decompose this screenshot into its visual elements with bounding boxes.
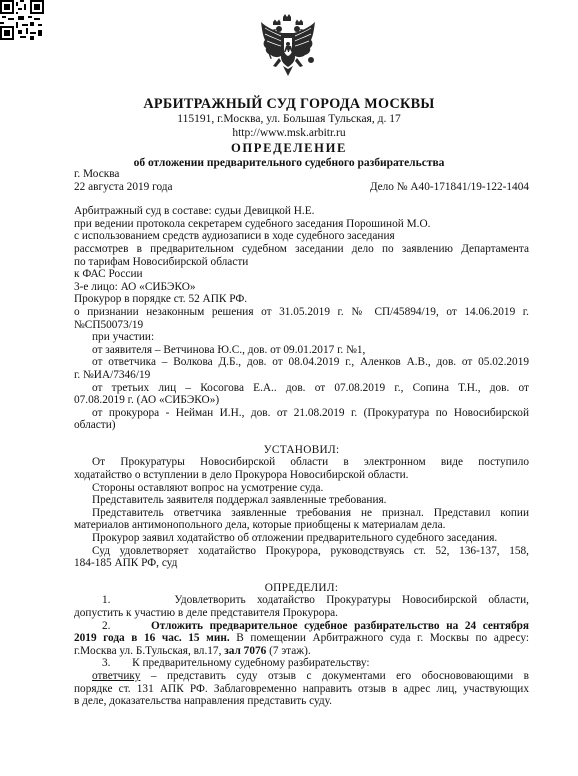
item-number: 3. <box>102 657 111 670</box>
decision-item-3 <box>74 657 529 670</box>
item-text: (7 этаж). <box>266 644 311 657</box>
document-type: ОПРЕДЕЛЕНИЕ <box>231 141 347 155</box>
qr-code-icon <box>0 0 44 40</box>
participant-defendant-cont: г. №ИА/7346/19 <box>74 368 151 381</box>
decision-item-1 <box>74 594 529 607</box>
decision-date: 22 августа 2019 года <box>74 180 173 193</box>
decision-item-3-cont: порядке ст. 131 АПК РФ. Заблаговременно направить отзыв в адрес лиц, участвующих <box>74 682 529 695</box>
court-header <box>0 96 578 170</box>
decision-item-3-cont: в деле, доказательства направления представить суду. <box>74 695 333 708</box>
item-number: 1. <box>102 594 111 607</box>
established-paragraph: Представитель заявителя поддержал заявленные требования. <box>92 494 387 507</box>
established-paragraph-cont: 184-185 АПК РФ, суд <box>74 557 178 570</box>
intro-line: рассмотрев в предварительном судебном заседании дело по заявлению Департамента <box>74 242 529 255</box>
case-number: Дело № А40-171841/19-122-1404 <box>369 180 529 193</box>
item-text: г.Москва ул. Б.Тульская, вл.17, <box>74 644 225 657</box>
decision-item-1-cont: допустить к участию в деле представителя Прокурора. <box>74 607 338 619</box>
item-text: К предварительному судебному разбирательству: <box>132 657 370 670</box>
date-case-row <box>74 181 529 194</box>
decision-item-2-cont <box>74 632 529 645</box>
intro-line: 3-е лицо: АО «СИБЭКО» <box>74 280 196 293</box>
established-paragraph: Стороны оставляют вопрос на усмотрение суда. <box>92 481 324 494</box>
established-paragraph-cont: материалов антимонопольного дела, которые приобщены к материалам дела. <box>74 519 446 532</box>
item-text: Удовлетворить ходатайство Прокуратуры Новосибирской области, <box>174 594 529 607</box>
established-paragraph: Представитель ответчика заявленные требования не признал. Представил копии <box>92 506 529 519</box>
intro-line: №СП50073/19 <box>74 318 144 331</box>
intro-line: о признании незаконным решения от 31.05.2019 г. № СП/45894/19, от 14.06.2019 г. <box>74 305 529 318</box>
city: г. Москва <box>74 168 120 180</box>
intro-line: при ведении протокола секретарем судебного заседания Порошиной М.О. <box>74 217 431 230</box>
hearing-datetime: 2019 года в 16 час. 15 мин. <box>74 632 230 645</box>
participant-third-party-cont: 07.08.2019 г. (АО «СИБЭКО») <box>74 394 220 407</box>
court-name: АРБИТРАЖНЫЙ СУД ГОРОДА МОСКВЫ <box>143 96 435 112</box>
decision-item-2-address <box>74 645 529 658</box>
intro-line: Арбитражный суд в составе: судьи Девицкой Н.Е. <box>74 205 315 218</box>
defendant-label: ответчику <box>92 669 141 682</box>
coat-of-arms-icon <box>259 14 317 82</box>
participant-prosecutor-cont: области) <box>74 419 116 432</box>
participant-prosecutor: от прокурора - Нейман И.Н., дов. от 21.08.2019 г. (Прокуратура по Новосибирской <box>92 406 529 419</box>
established-paragraph: Суд удовлетворяет ходатайство Прокурора, руководствуясь ст. 52, 136-137, 158, <box>92 544 529 557</box>
participant-third-party: от третьих лиц – Косогова Е.А.. дов. от 07.08.2019 г., Сопина Т.Н., дов. от <box>92 381 529 394</box>
intro-line: с использованием средств аудиозаписи в ходе судебного заседания <box>74 230 395 243</box>
established-paragraph: Прокурор заявил ходатайство об отложении предварительного судебного заседания. <box>92 532 498 545</box>
decided-heading: ОПРЕДЕЛИЛ: <box>264 581 339 594</box>
document-subject: об отложении предварительного судебного разбирательства <box>133 157 445 169</box>
established-paragraph-cont: ходатайство о вступлении в дело Прокурора Новосибирской области. <box>74 469 409 482</box>
item-text: – представить суду отзыв с документами его обоснововающими в <box>140 669 529 682</box>
decision-item-2 <box>74 620 529 633</box>
item-text: В помещении Арбитражного суда г. Москвы по адресу: <box>229 632 529 645</box>
established-heading: УСТАНОВИЛ: <box>263 443 340 456</box>
item-number: 2. <box>102 619 111 632</box>
intro-line: Прокурор в порядке ст. 52 АПК РФ. <box>74 293 248 306</box>
participation-label: при участии: <box>92 331 155 344</box>
decision-item-3-defendant <box>74 670 529 683</box>
item-text: Отложить предварительное судебное разбирательство на 24 сентября <box>151 619 529 632</box>
document-body <box>74 168 529 708</box>
hearing-room: зал 7076 <box>224 644 267 657</box>
participant-defendant: от ответчика – Волкова Д.Б., дов. от 08.04.2019 г., Аленков А.В., дов. от 05.02.2019 <box>92 356 529 369</box>
established-paragraph: От Прокуратуры Новосибирской области в электронном виде поступило <box>92 456 529 469</box>
intro-line: к ФАС России <box>74 268 143 281</box>
court-address: 115191, г.Москва, ул. Большая Тульская, д. 17 <box>177 113 401 125</box>
participant-applicant: от заявителя – Ветчинова Ю.С., дов. от 09.01.2017 г. №1, <box>92 343 366 356</box>
intro-line: по тарифам Новосибирской области <box>74 255 249 268</box>
court-website: http://www.msk.arbitr.ru <box>232 127 346 139</box>
